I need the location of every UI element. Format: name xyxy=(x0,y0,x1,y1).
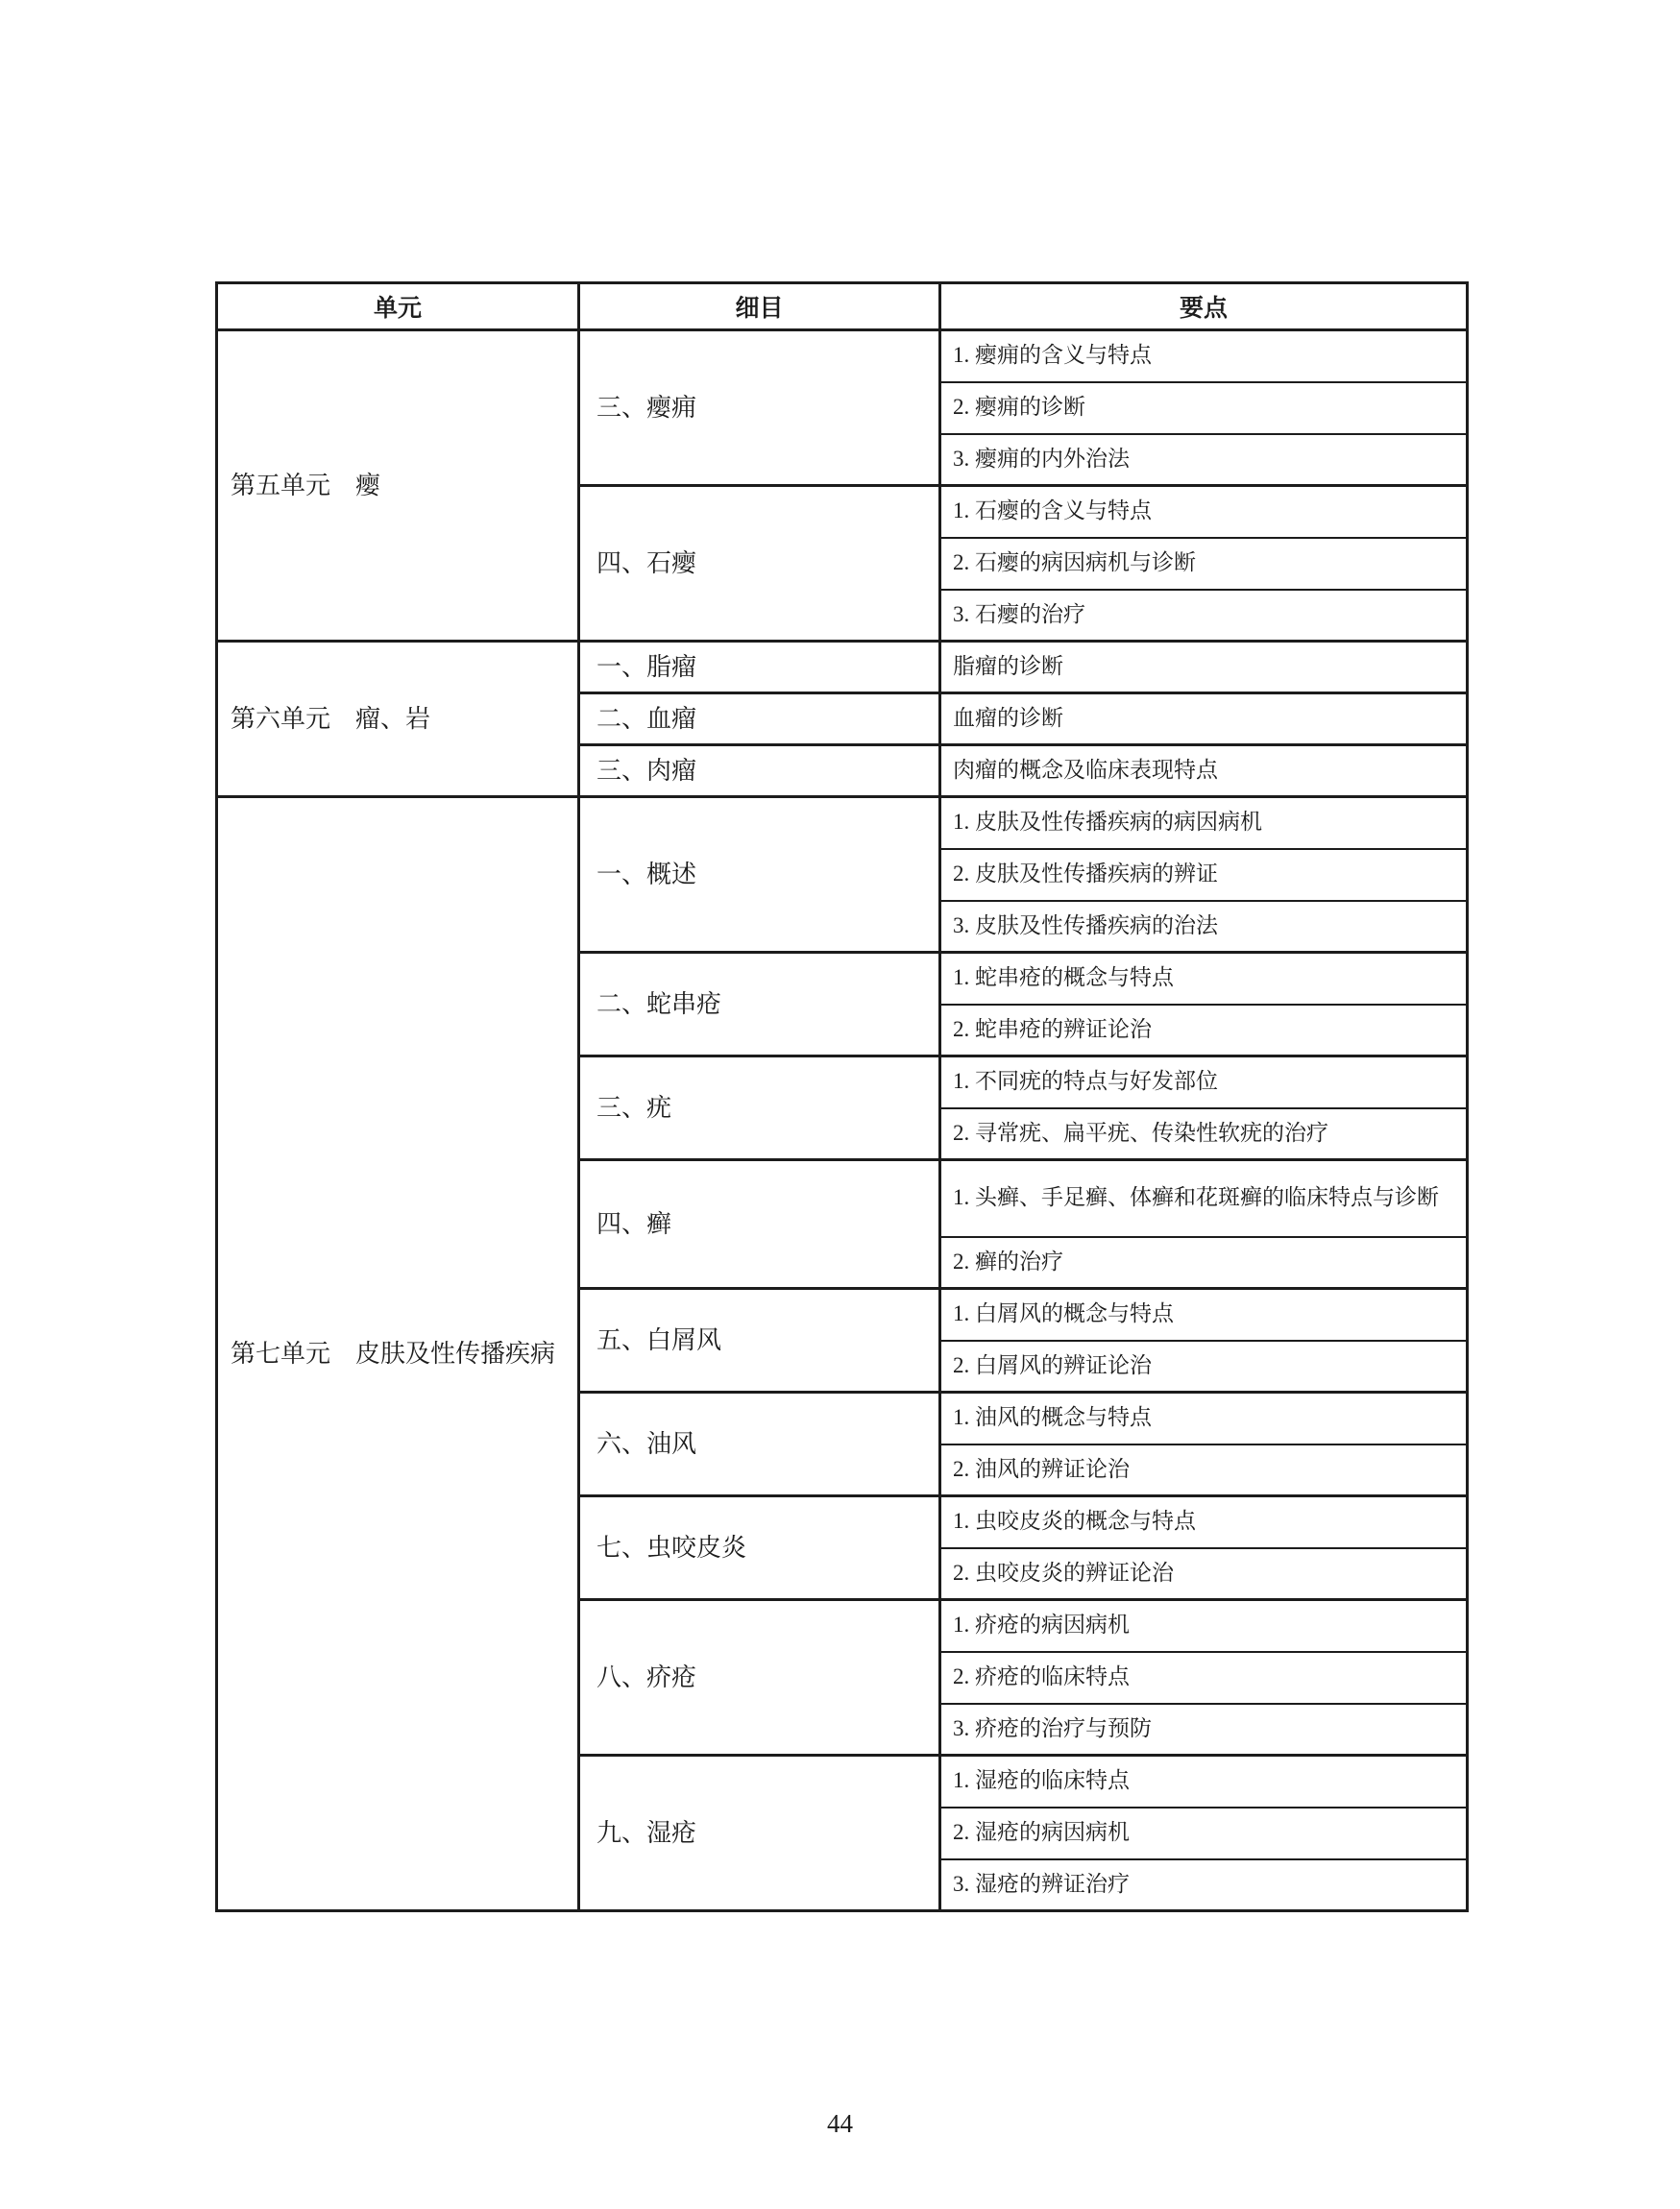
point-cell: 2. 瘿痈的诊断 xyxy=(940,382,1468,434)
page-number: 44 xyxy=(827,2109,853,2138)
point-cell: 脂瘤的诊断 xyxy=(940,642,1468,693)
unit-cell: 第六单元 瘤、岩 xyxy=(217,642,579,797)
item-cell: 七、虫咬皮炎 xyxy=(579,1496,940,1600)
point-cell: 3. 瘿痈的内外治法 xyxy=(940,434,1468,486)
point-cell: 1. 瘿痈的含义与特点 xyxy=(940,330,1468,382)
point-cell: 1. 头癣、手足癣、体癣和花斑癣的临床特点与诊断 xyxy=(940,1160,1468,1237)
point-cell: 1. 不同疣的特点与好发部位 xyxy=(940,1056,1468,1108)
item-cell: 三、瘿痈 xyxy=(579,330,940,486)
point-cell: 2. 湿疮的病因病机 xyxy=(940,1808,1468,1859)
point-cell: 1. 湿疮的临床特点 xyxy=(940,1756,1468,1808)
point-cell: 2. 油风的辨证论治 xyxy=(940,1444,1468,1496)
point-cell: 3. 石瘿的治疗 xyxy=(940,590,1468,642)
column-header-unit: 单元 xyxy=(217,283,579,330)
item-cell: 四、癣 xyxy=(579,1160,940,1289)
item-cell: 二、血瘤 xyxy=(579,693,940,745)
item-cell: 四、石瘿 xyxy=(579,486,940,642)
point-cell: 血瘤的诊断 xyxy=(940,693,1468,745)
point-cell: 1. 皮肤及性传播疾病的病因病机 xyxy=(940,797,1468,849)
syllabus-table xyxy=(215,281,1469,1912)
point-cell: 2. 皮肤及性传播疾病的辨证 xyxy=(940,849,1468,901)
item-cell: 六、油风 xyxy=(579,1393,940,1496)
column-header-item: 细目 xyxy=(579,283,940,330)
item-cell: 一、概述 xyxy=(579,797,940,953)
syllabus-table-container xyxy=(215,281,1466,1912)
point-cell: 1. 油风的概念与特点 xyxy=(940,1393,1468,1444)
item-cell: 九、湿疮 xyxy=(579,1756,940,1911)
header-row xyxy=(217,283,1468,330)
point-cell: 1. 虫咬皮炎的概念与特点 xyxy=(940,1496,1468,1548)
point-cell: 2. 寻常疣、扁平疣、传染性软疣的治疗 xyxy=(940,1108,1468,1160)
point-cell: 2. 石瘿的病因病机与诊断 xyxy=(940,538,1468,590)
item-cell: 三、疣 xyxy=(579,1056,940,1160)
point-cell: 1. 石瘿的含义与特点 xyxy=(940,486,1468,538)
point-cell: 2. 癣的治疗 xyxy=(940,1237,1468,1289)
point-cell: 2. 疥疮的临床特点 xyxy=(940,1652,1468,1704)
point-cell: 2. 蛇串疮的辨证论治 xyxy=(940,1005,1468,1056)
item-cell: 八、疥疮 xyxy=(579,1600,940,1756)
table-row xyxy=(217,797,1468,849)
point-cell: 2. 虫咬皮炎的辨证论治 xyxy=(940,1548,1468,1600)
point-cell: 3. 湿疮的辨证治疗 xyxy=(940,1859,1468,1911)
item-cell: 五、白屑风 xyxy=(579,1289,940,1393)
table-row xyxy=(217,330,1468,382)
item-cell: 二、蛇串疮 xyxy=(579,953,940,1056)
point-cell: 1. 蛇串疮的概念与特点 xyxy=(940,953,1468,1005)
unit-cell: 第七单元 皮肤及性传播疾病 xyxy=(217,797,579,1911)
point-cell: 1. 疥疮的病因病机 xyxy=(940,1600,1468,1652)
column-header-point: 要点 xyxy=(940,283,1468,330)
point-cell: 1. 白屑风的概念与特点 xyxy=(940,1289,1468,1341)
point-cell: 肉瘤的概念及临床表现特点 xyxy=(940,745,1468,797)
table-row xyxy=(217,642,1468,693)
unit-cell: 第五单元 瘿 xyxy=(217,330,579,642)
point-cell: 3. 皮肤及性传播疾病的治法 xyxy=(940,901,1468,953)
point-cell: 2. 白屑风的辨证论治 xyxy=(940,1341,1468,1393)
point-cell: 3. 疥疮的治疗与预防 xyxy=(940,1704,1468,1756)
item-cell: 三、肉瘤 xyxy=(579,745,940,797)
item-cell: 一、脂瘤 xyxy=(579,642,940,693)
